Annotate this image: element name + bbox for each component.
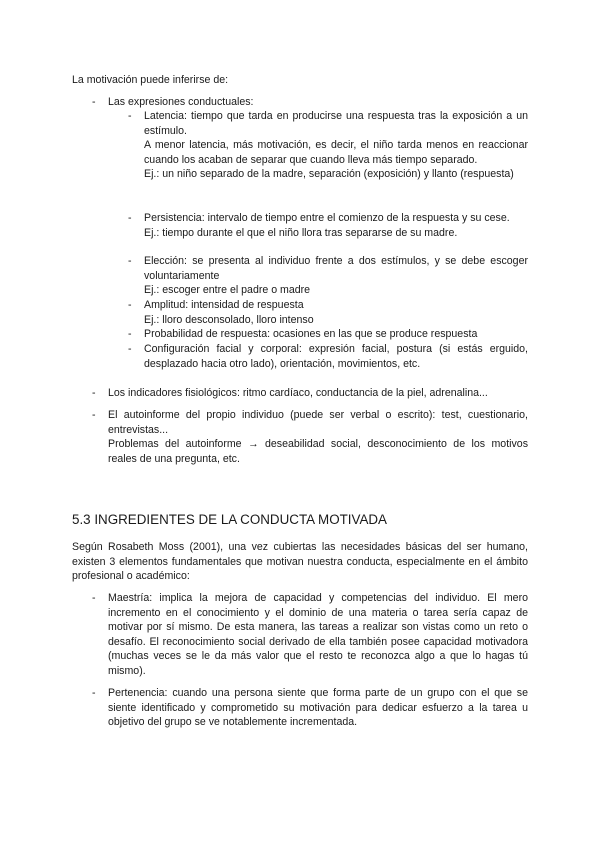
- list-item-maestria: [92, 591, 528, 678]
- subitem-text: Ej.: tiempo durante el que el niño llora tras separarse de su madre.: [144, 226, 458, 239]
- list-item-label: Las expresiones conductuales:: [108, 96, 254, 108]
- subitem-text: Configuración facial y corporal: expresión facial, postura (si estás erguido, desplazado hacia otro lado), orientación, movimientos, etc.: [144, 343, 528, 370]
- subitem-text: Ej.: escoger entre el padre o madre: [144, 284, 311, 296]
- list-item-expresiones: [92, 95, 528, 110]
- subitem-probabilidad: [128, 327, 528, 342]
- subitem-latencia: [128, 109, 528, 182]
- section-heading: 5.3 INGREDIENTES DE LA CONDUCTA MOTIVADA: [72, 512, 387, 527]
- list-item-text: Pertenencia: cuando una persona siente que forma parte de un grupo con el que se siente identificado y comprometido su motivación para dedicar esfuerzo a la tarea u objetivo del grupo se ve notablemente incrementada.: [108, 687, 528, 728]
- bullet-dash: -: [128, 328, 132, 340]
- subitem-text: Elección: se presenta al individuo frente a dos estímulos, y se debe escoger voluntariamente: [144, 255, 528, 282]
- list-item-pertenencia: [92, 686, 528, 730]
- section-paragraph: Según Rosabeth Moss (2001), una vez cubiertas las necesidades básicas del ser humano, existen 3 elementos fundamentales que motivan nuestra conducta, especialmente en el ámbito profesional o académico:: [72, 541, 528, 582]
- intro-text: La motivación puede inferirse de:: [72, 74, 229, 86]
- subitem-persistencia: [128, 211, 528, 240]
- subitem-amplitud: [128, 298, 528, 327]
- bullet-dash: -: [92, 387, 96, 399]
- list-item-label: El autoinforme del propio individuo (puede ser verbal o escrito): test, cuestionario, entrevistas...: [108, 409, 528, 436]
- subitem-text: Persistencia: intervalo de tiempo entre el comienzo de la respuesta y su cese.: [144, 212, 510, 224]
- bullet-dash: -: [128, 110, 132, 122]
- subitem-configuracion: [128, 342, 528, 371]
- bullet-dash: -: [92, 96, 96, 108]
- bullet-dash: -: [128, 343, 132, 355]
- subitem-text: Ej.: lloro desconsolado, lloro intenso: [144, 313, 314, 326]
- bullet-dash: -: [128, 255, 132, 267]
- subitem-text: A menor latencia, más motivación, es decir, el niño tarda menos en reaccionar cuando los acaban de separar que cuando lleva más tiempo separado.: [144, 139, 528, 166]
- bullet-dash: -: [92, 592, 96, 604]
- bullet-dash: -: [128, 299, 132, 311]
- subitem-text: Probabilidad de respuesta: ocasiones en las que se produce respuesta: [144, 328, 478, 340]
- subitem-text: Latencia: tiempo que tarda en producirse una respuesta tras la exposición a un estímulo.: [144, 110, 528, 137]
- bullet-dash: -: [92, 409, 96, 421]
- subitem-eleccion: [128, 254, 528, 298]
- list-item-text: Maestría: implica la mejora de capacidad y competencias del individuo. El mero incremento en el conocimiento y el dominio de una materia o tarea sería capaz de motivar por sí mismo. De esta manera, las tareas a realizar son vistas como un reto o desafío. El reconocimiento social derivado de ella también posee capacidad motivadora (muchas veces se le da más valor que el resto te reconozca algo a que lo hagas tú mismo).: [108, 592, 528, 677]
- bullet-dash: -: [92, 687, 96, 699]
- list-item-label: Los indicadores fisiológicos: ritmo cardíaco, conductancia de la piel, adrenalina...: [108, 387, 488, 399]
- subitem-text: Ej.: un niño separado de la madre, separación (exposición) y llanto (respuesta): [144, 168, 514, 180]
- list-item-extra: Problemas del autoinforme → deseabilidad social, desconocimiento de los motivos reales de una pregunta, etc.: [108, 438, 528, 465]
- bullet-dash: -: [128, 212, 132, 224]
- list-item-fisiologicos: [92, 386, 528, 401]
- list-item-autoinforme: [92, 408, 528, 466]
- subitem-text: Amplitud: intensidad de respuesta: [144, 299, 304, 311]
